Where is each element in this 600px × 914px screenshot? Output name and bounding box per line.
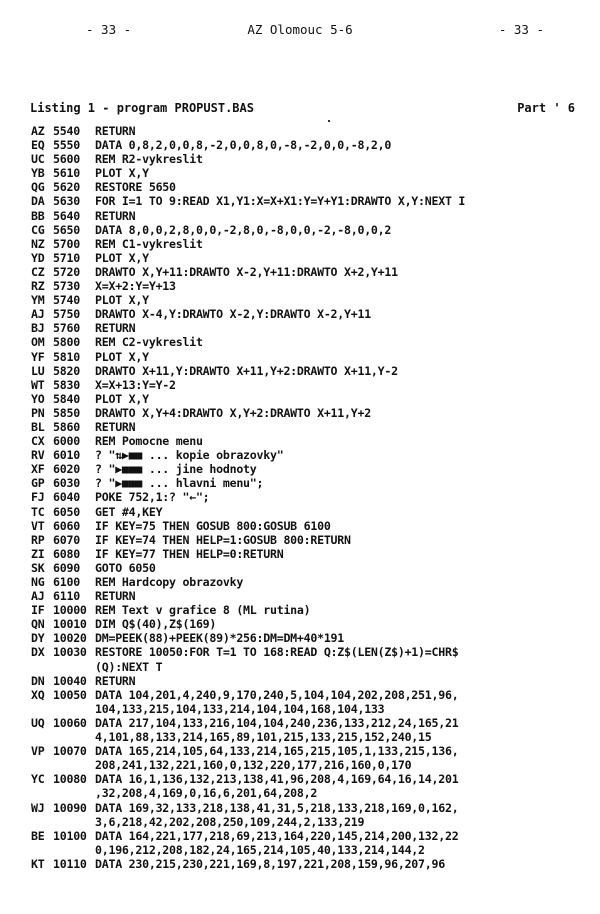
listing-line <box>31 321 591 335</box>
code-text: DATA 217,104,133,216,104,104,240,236,133,212,24,165,21 <box>95 715 459 730</box>
page-number-right: - 33 - <box>498 22 544 37</box>
listing-line <box>31 194 591 208</box>
listing-line <box>31 251 591 265</box>
checksum: RP <box>31 532 45 547</box>
line-number <box>53 843 95 857</box>
checksum: RV <box>31 448 45 463</box>
listing-line <box>31 716 591 730</box>
code-text: PLOT X,Y <box>95 349 149 364</box>
line-number: 5750 <box>53 307 80 322</box>
code-text: DIM Q$(40),Z$(169) <box>95 617 217 632</box>
code-text: PLOT X,Y <box>95 166 149 181</box>
line-number: 5860 <box>53 419 80 434</box>
line-number: 10080 <box>53 772 87 787</box>
checksum: VP <box>31 744 45 759</box>
listing-line <box>31 561 591 575</box>
code-text: ? "⇅▶■■ ... kopie obrazovky" <box>95 448 284 463</box>
code-text: IF KEY=75 THEN GOSUB 800:GOSUB 6100 <box>95 518 331 533</box>
checksum: FJ <box>31 490 45 505</box>
code-text: 0,196,212,208,182,24,165,214,105,40,133,214,144,2 <box>95 842 425 857</box>
code-text: REM R2-vykreslit <box>95 152 203 167</box>
line-number: 10040 <box>53 673 87 688</box>
code-text: IF KEY=77 THEN HELP=0:RETURN <box>95 546 284 561</box>
checksum: XF <box>31 462 45 477</box>
line-number: 5540 <box>53 124 80 138</box>
checksum: YO <box>31 391 45 406</box>
checksum: EQ <box>31 138 45 153</box>
line-number: 5600 <box>53 152 80 167</box>
checksum: AJ <box>31 307 45 322</box>
code-text: RETURN <box>95 208 136 223</box>
code-text: POKE 752,1:? "←"; <box>95 490 210 505</box>
line-number: 6050 <box>53 504 80 519</box>
line-number: 10050 <box>53 687 87 702</box>
checksum: DA <box>31 194 45 209</box>
code-text: RESTORE 10050:FOR T=1 TO 168:READ Q:Z$(LEN(Z$)+1)=CHR$ <box>95 645 459 660</box>
listing-line <box>31 392 591 406</box>
line-number: 5850 <box>53 405 80 420</box>
checksum: CX <box>31 434 45 449</box>
checksum <box>31 786 53 800</box>
code-text: DATA 169,32,133,218,138,41,31,5,218,133,218,169,0,162, <box>95 800 459 815</box>
line-number: 5820 <box>53 363 80 378</box>
listing-line <box>31 758 591 772</box>
listing-line <box>31 180 591 194</box>
line-number: 10000 <box>53 603 87 618</box>
line-number: 5760 <box>53 321 80 336</box>
code-text: RETURN <box>95 673 136 688</box>
listing-line <box>31 702 591 716</box>
checksum: YM <box>31 293 45 308</box>
code-text: DATA 0,8,2,0,0,8,-2,0,0,8,0,-8,-2,0,0,-8,2,0 <box>95 138 392 153</box>
checksum: YD <box>31 250 45 265</box>
line-number: 10100 <box>53 828 87 843</box>
line-number: 6060 <box>53 518 80 533</box>
listing-line <box>31 223 591 237</box>
page-header-title: AZ Olomouc 5-6 <box>247 22 353 37</box>
checksum: WJ <box>31 800 45 815</box>
checksum: AJ <box>31 589 45 604</box>
listing-line <box>31 364 591 378</box>
line-number: 5740 <box>53 293 80 308</box>
listing-line <box>31 378 591 392</box>
line-number <box>53 730 95 744</box>
code-text: DATA 230,215,230,221,169,8,197,221,208,159,96,207,96 <box>95 856 445 871</box>
listing-line <box>31 166 591 180</box>
code-text: REM C2-vykreslit <box>95 335 203 350</box>
line-number: 10110 <box>53 856 87 871</box>
listing-line <box>31 293 591 307</box>
listing-line <box>31 152 591 166</box>
line-number: 5730 <box>53 279 80 294</box>
listing-line <box>31 279 591 293</box>
listing-line <box>31 209 591 223</box>
code-text: X=X+13:Y=Y-2 <box>95 377 176 392</box>
code-text: RETURN <box>95 419 136 434</box>
code-text: PLOT X,Y <box>95 293 149 308</box>
listing-line <box>31 448 591 462</box>
line-number: 6020 <box>53 462 80 477</box>
line-number: 10060 <box>53 715 87 730</box>
code-text: DATA 104,201,4,240,9,170,240,5,104,104,202,208,251,96, <box>95 687 459 702</box>
listing-line <box>31 603 591 617</box>
line-number: 10020 <box>53 631 87 646</box>
checksum: GP <box>31 476 45 491</box>
line-number: 5720 <box>53 264 80 279</box>
line-number: 6000 <box>53 434 80 449</box>
listing-line <box>31 307 591 321</box>
code-text: DRAWTO X-4,Y:DRAWTO X-2,Y:DRAWTO X-2,Y+11 <box>95 307 371 322</box>
line-number: 5800 <box>53 335 80 350</box>
checksum: ZI <box>31 546 45 561</box>
checksum: QG <box>31 180 45 195</box>
code-text: X=X+2:Y=Y+13 <box>95 279 176 294</box>
checksum <box>31 843 53 857</box>
listing-line <box>31 772 591 786</box>
checksum: CZ <box>31 264 45 279</box>
checksum: UC <box>31 152 45 167</box>
listing-line <box>31 335 591 349</box>
checksum <box>31 730 53 744</box>
code-text: DRAWTO X,Y+4:DRAWTO X,Y+2:DRAWTO X+11,Y+2 <box>95 405 371 420</box>
code-text: (Q):NEXT T <box>95 659 163 674</box>
listing-line <box>31 547 591 561</box>
checksum: BJ <box>31 321 45 336</box>
line-number: 6110 <box>53 589 80 604</box>
code-text: RETURN <box>95 589 136 604</box>
line-number <box>53 758 95 772</box>
code-text: DATA 16,1,136,132,213,138,41,96,208,4,169,64,16,14,201 <box>95 772 459 787</box>
checksum <box>31 758 53 772</box>
code-text: DATA 8,0,0,2,8,0,0,-2,8,0,-8,0,0,-2,-8,0,0,2 <box>95 222 392 237</box>
line-number: 5710 <box>53 250 80 265</box>
checksum: BE <box>31 828 45 843</box>
checksum: SK <box>31 560 45 575</box>
code-text: DRAWTO X,Y+11:DRAWTO X-2,Y+11:DRAWTO X+2,Y+11 <box>95 264 398 279</box>
listing-line <box>31 420 591 434</box>
checksum: KT <box>31 856 45 871</box>
checksum: YC <box>31 772 45 787</box>
code-text: DM=PEEK(88)+PEEK(89)*256:DM=DM+40*191 <box>95 631 345 646</box>
page-number-left: - 33 - <box>86 22 132 37</box>
checksum: PN <box>31 405 45 420</box>
code-text: ,32,208,4,169,0,16,6,201,64,208,2 <box>95 786 318 801</box>
line-number: 6030 <box>53 476 80 491</box>
line-number: 10090 <box>53 800 87 815</box>
listing-line <box>31 829 591 843</box>
line-number: 5700 <box>53 236 80 251</box>
line-number: 10030 <box>53 645 87 660</box>
line-number: 5550 <box>53 138 80 153</box>
line-number <box>53 702 95 716</box>
listing-line <box>31 406 591 420</box>
listing-title: Listing 1 - program PROPUST.BAS <box>30 101 254 115</box>
line-number: 6010 <box>53 448 80 463</box>
code-text: 3,6,218,42,202,208,250,109,244,2,133,219 <box>95 814 365 829</box>
code-text: DATA 164,221,177,218,69,213,164,220,145,214,200,132,22 <box>95 828 459 843</box>
line-number: 6040 <box>53 490 80 505</box>
listing-line <box>31 575 591 589</box>
checksum: UQ <box>31 715 45 730</box>
code-text: RESTORE 5650 <box>95 180 176 195</box>
listing-line <box>31 843 591 857</box>
checksum <box>31 815 53 829</box>
line-number: 5610 <box>53 166 80 181</box>
checksum: YF <box>31 349 45 364</box>
listing-line <box>31 660 591 674</box>
code-text: 104,133,215,104,133,214,104,104,168,104,133 <box>95 701 385 716</box>
code-text: REM Hardcopy obrazovky <box>95 575 244 589</box>
code-text: REM Pomocne menu <box>95 434 203 449</box>
line-number: 6090 <box>53 560 80 575</box>
checksum: AZ <box>31 124 45 138</box>
code-text: RETURN <box>95 321 136 336</box>
code-text: REM C1-vykreslit <box>95 236 203 251</box>
listing-line <box>31 462 591 476</box>
line-number: 5830 <box>53 377 80 392</box>
checksum <box>31 660 53 674</box>
listing-line <box>31 801 591 815</box>
listing-title-bar <box>30 101 575 115</box>
checksum: BB <box>31 208 45 223</box>
listing-line <box>31 617 591 631</box>
listing-line <box>31 857 591 871</box>
part-label: Part ' 6 <box>517 101 575 115</box>
line-number <box>53 660 95 674</box>
line-number: 5650 <box>53 222 80 237</box>
line-number: 5630 <box>53 194 80 209</box>
listing-line <box>31 505 591 519</box>
line-number <box>53 815 95 829</box>
checksum: XQ <box>31 687 45 702</box>
listing-line <box>31 645 591 659</box>
checksum: LU <box>31 363 45 378</box>
code-text: PLOT X,Y <box>95 250 149 265</box>
line-number: 10010 <box>53 617 87 632</box>
checksum: VT <box>31 518 45 533</box>
checksum <box>31 702 53 716</box>
line-number: 6100 <box>53 575 80 589</box>
checksum: BL <box>31 419 45 434</box>
code-text: RETURN <box>95 124 136 138</box>
checksum: WT <box>31 377 45 392</box>
line-number: 5810 <box>53 349 80 364</box>
print-speck <box>328 120 330 122</box>
listing-line <box>31 350 591 364</box>
checksum: TC <box>31 504 45 519</box>
checksum: YB <box>31 166 45 181</box>
code-text: GET #4,KEY <box>95 504 163 519</box>
checksum: NZ <box>31 236 45 251</box>
line-number: 10070 <box>53 744 87 759</box>
line-number <box>53 786 95 800</box>
line-number: 5840 <box>53 391 80 406</box>
listing-line <box>31 519 591 533</box>
code-text: DATA 165,214,105,64,133,214,165,215,105,1,133,215,136, <box>95 744 459 759</box>
line-number: 5640 <box>53 208 80 223</box>
code-text: 208,241,132,221,160,0,132,220,177,216,160,0,170 <box>95 758 412 773</box>
checksum: DY <box>31 631 45 646</box>
program-listing <box>31 124 591 871</box>
line-number: 5620 <box>53 180 80 195</box>
checksum: CG <box>31 222 45 237</box>
listing-line <box>31 434 591 448</box>
line-number: 6070 <box>53 532 80 547</box>
listing-line <box>31 815 591 829</box>
listing-line <box>31 533 591 547</box>
checksum: IF <box>31 603 45 618</box>
listing-line <box>31 786 591 800</box>
checksum: OM <box>31 335 45 350</box>
listing-line <box>31 490 591 504</box>
code-text: IF KEY=74 THEN HELP=1:GOSUB 800:RETURN <box>95 532 351 547</box>
listing-line <box>31 674 591 688</box>
code-text: ? "▶■■■ ... hlavni menu"; <box>95 476 264 491</box>
listing-line <box>31 138 591 152</box>
checksum: DN <box>31 673 45 688</box>
code-text: ? "▶■■■ ... jine hodnoty <box>95 462 257 477</box>
listing-line <box>31 265 591 279</box>
listing-line <box>31 124 591 138</box>
listing-line <box>31 744 591 758</box>
listing-line <box>31 476 591 490</box>
code-text: FOR I=1 TO 9:READ X1,Y1:X=X+X1:Y=Y+Y1:DRAWTO X,Y:NEXT I <box>95 194 466 209</box>
code-text: DRAWTO X+11,Y:DRAWTO X+11,Y+2:DRAWTO X+11,Y-2 <box>95 363 398 378</box>
listing-line <box>31 688 591 702</box>
code-text: GOTO 6050 <box>95 560 156 575</box>
listing-line <box>31 730 591 744</box>
listing-line <box>31 589 591 603</box>
checksum: QN <box>31 617 45 632</box>
listing-line <box>31 631 591 645</box>
checksum: NG <box>31 575 45 589</box>
listing-line <box>31 237 591 251</box>
checksum: DX <box>31 645 45 660</box>
code-text: PLOT X,Y <box>95 391 149 406</box>
code-text: 4,101,88,133,214,165,89,101,215,133,215,152,240,15 <box>95 730 432 745</box>
checksum: RZ <box>31 279 45 294</box>
line-number: 6080 <box>53 546 80 561</box>
code-text: REM Text v grafice 8 (ML rutina) <box>95 603 311 618</box>
